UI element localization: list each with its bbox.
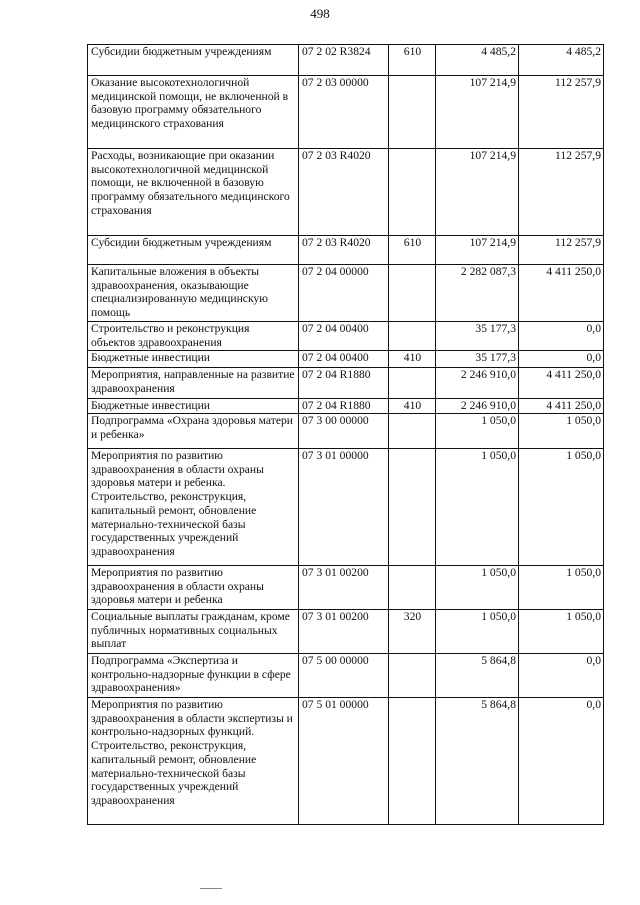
row-code: 07 2 04 R1880 [299,399,389,414]
row-code: 07 3 01 00000 [299,449,389,566]
row-code: 07 2 04 00000 [299,265,389,322]
row-sum-year2: 1 050,0 [519,610,604,654]
row-sum-year1: 1 050,0 [436,414,519,449]
table-row [88,399,604,414]
row-name: Мероприятия по развитию здравоохранения в области охраны здоровья матери и ребенка [88,566,299,610]
table-row [88,654,604,698]
row-sum-year2: 4 411 250,0 [519,265,604,322]
row-name: Расходы, возникающие при оказании высокотехнологичной медицинской помощи, не включенной в базовую программу обязательного медицинского страхования [88,149,299,236]
table-row [88,322,604,351]
row-name: Капитальные вложения в объекты здравоохранения, оказывающие специализированную медицинскую помощь [88,265,299,322]
row-expense-type [389,322,436,351]
table-row [88,449,604,566]
row-code: 07 5 01 00000 [299,698,389,825]
row-sum-year1: 107 214,9 [436,76,519,149]
scan-mark [200,888,222,889]
row-expense-type [389,449,436,566]
row-name: Оказание высокотехнологичной медицинской помощи, не включенной в базовую программу обязательного медицинского страхования [88,76,299,149]
row-sum-year1: 107 214,9 [436,149,519,236]
row-sum-year2: 0,0 [519,698,604,825]
row-code: 07 2 04 R1880 [299,368,389,399]
row-sum-year2: 0,0 [519,322,604,351]
row-code: 07 2 03 00000 [299,76,389,149]
row-code: 07 2 03 R4020 [299,236,389,265]
row-code: 07 2 02 R3824 [299,45,389,76]
row-sum-year1: 4 485,2 [436,45,519,76]
row-sum-year2: 112 257,9 [519,76,604,149]
page-number: 498 [310,6,330,21]
row-code: 07 3 01 00200 [299,610,389,654]
row-sum-year2: 0,0 [519,351,604,368]
row-expense-type: 410 [389,351,436,368]
row-expense-type [389,368,436,399]
row-expense-type: 610 [389,236,436,265]
row-sum-year2: 112 257,9 [519,149,604,236]
row-code: 07 2 03 R4020 [299,149,389,236]
budget-table [87,44,604,825]
table-row [88,566,604,610]
row-name: Социальные выплаты гражданам, кроме публичных нормативных социальных выплат [88,610,299,654]
row-sum-year1: 1 050,0 [436,449,519,566]
row-code: 07 3 00 00000 [299,414,389,449]
row-name: Строительство и реконструкция объектов здравоохранения [88,322,299,351]
row-code: 07 5 00 00000 [299,654,389,698]
table-row [88,149,604,236]
row-name: Мероприятия по развитию здравоохранения в области экспертизы и контрольно-надзорных функций. Строительство, реконструкция, капитальный ремонт, обновление материально-технической базы государственных учреждений здравоохранения [88,698,299,825]
row-name: Подпрограмма «Экспертиза и контрольно-надзорные функции в сфере здравоохранения» [88,654,299,698]
row-sum-year2: 0,0 [519,654,604,698]
row-expense-type [389,76,436,149]
row-sum-year2: 4 411 250,0 [519,399,604,414]
row-sum-year1: 2 282 087,3 [436,265,519,322]
row-sum-year1: 1 050,0 [436,566,519,610]
table-row [88,76,604,149]
row-sum-year2: 1 050,0 [519,414,604,449]
row-sum-year2: 4 411 250,0 [519,368,604,399]
row-sum-year1: 1 050,0 [436,610,519,654]
row-name: Подпрограмма «Охрана здоровья матери и ребенка» [88,414,299,449]
row-code: 07 2 04 00400 [299,351,389,368]
table-row [88,698,604,825]
row-name: Мероприятия, направленные на развитие здравоохранения [88,368,299,399]
row-expense-type: 320 [389,610,436,654]
row-sum-year1: 5 864,8 [436,698,519,825]
row-expense-type [389,149,436,236]
row-name: Субсидии бюджетным учреждениям [88,45,299,76]
row-code: 07 3 01 00200 [299,566,389,610]
row-sum-year1: 2 246 910,0 [436,399,519,414]
row-expense-type: 410 [389,399,436,414]
row-expense-type [389,566,436,610]
row-sum-year1: 2 246 910,0 [436,368,519,399]
row-expense-type [389,654,436,698]
row-sum-year1: 35 177,3 [436,322,519,351]
row-code: 07 2 04 00400 [299,322,389,351]
row-name: Субсидии бюджетным учреждениям [88,236,299,265]
row-sum-year1: 5 864,8 [436,654,519,698]
row-expense-type [389,265,436,322]
row-sum-year2: 112 257,9 [519,236,604,265]
table-row [88,45,604,76]
row-sum-year2: 1 050,0 [519,566,604,610]
row-sum-year2: 1 050,0 [519,449,604,566]
row-name: Мероприятия по развитию здравоохранения в области охраны здоровья матери и ребенка. Строительство, реконструкция, капитальный ремонт, обновление материально-технической базы государственных учреждений здравоохранения [88,449,299,566]
table-row [88,265,604,322]
row-name: Бюджетные инвестиции [88,399,299,414]
table-row [88,368,604,399]
row-expense-type [389,698,436,825]
row-sum-year1: 35 177,3 [436,351,519,368]
table-row [88,610,604,654]
row-expense-type: 610 [389,45,436,76]
table-row [88,414,604,449]
row-sum-year2: 4 485,2 [519,45,604,76]
row-sum-year1: 107 214,9 [436,236,519,265]
row-name: Бюджетные инвестиции [88,351,299,368]
row-expense-type [389,414,436,449]
table-row [88,236,604,265]
table-row [88,351,604,368]
